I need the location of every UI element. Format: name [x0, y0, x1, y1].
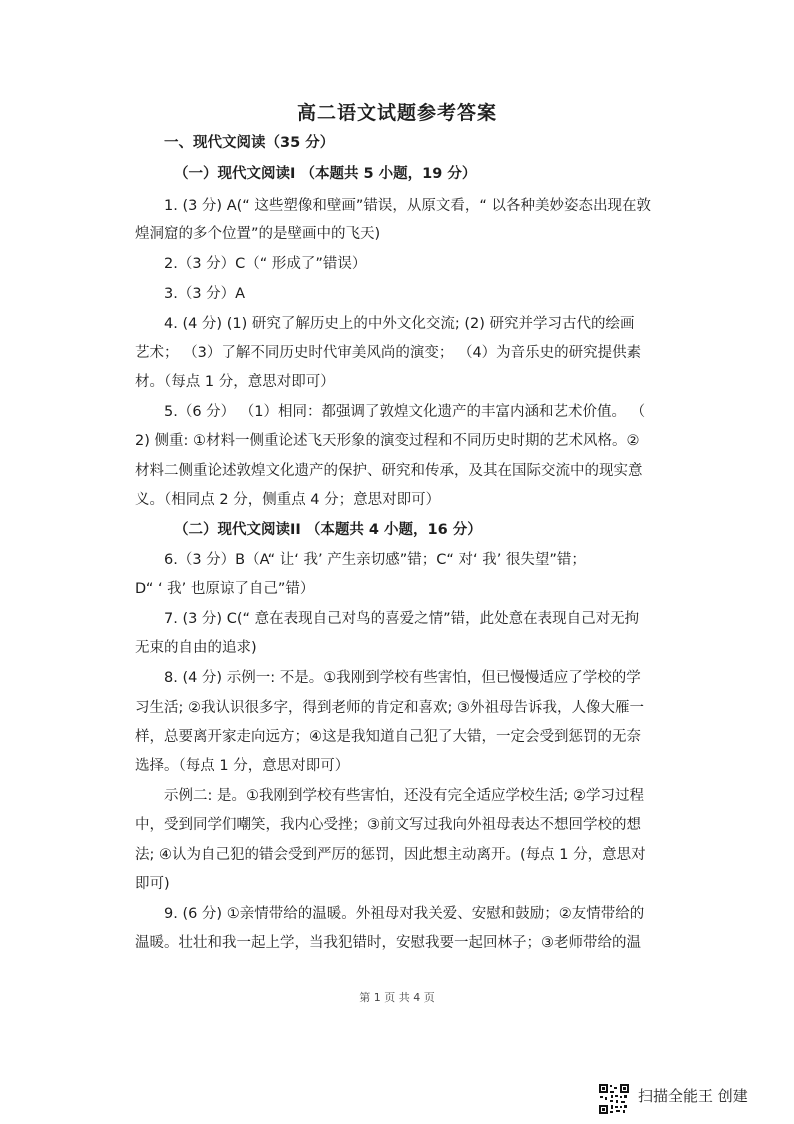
answer-line: 无束的自由的追求): [135, 640, 257, 656]
answer-line: 煌洞窟的多个位置”的是壁画中的飞天): [135, 226, 381, 242]
answer-line: 义。（相同点 2 分，侧重点 4 分；意思对即可）: [135, 492, 441, 508]
qr-code-icon: [598, 1083, 630, 1115]
subsection-heading: （二）现代文阅读II （本题共 4 小题，16 分）: [174, 522, 482, 538]
answer-line: 3.（3 分）A: [164, 286, 246, 302]
answer-line: 即可): [135, 876, 170, 892]
answer-line: 5.（6 分） （1）相同：都强调了敦煌文化遗产的丰富内涵和艺术价值。 （: [164, 404, 646, 420]
page-title: 高二语文试题参考答案: [296, 102, 497, 124]
answer-line: 7. (3 分) C(“ 意在表现自己对鸟的喜爱之情”错，此处意在表现自己对无拘: [164, 611, 640, 627]
answer-line: 材料二侧重论述敦煌文化遗产的保护、研究和传承，及其在国际交流中的现实意: [135, 463, 643, 479]
answer-line: 2.（3 分）C（“ 形成了”错误）: [164, 256, 367, 272]
section-heading: 一、现代文阅读（35 分）: [164, 135, 335, 151]
answer-line: 1. (3 分) A(“ 这些塑像和壁画”错误，从原文看，“ 以各种美妙姿态出现在敦: [164, 198, 652, 214]
answer-line: 示例二: 是。①我刚到学校有些害怕，还没有完全适应学校生活; ②学习过程: [164, 788, 644, 804]
answer-line: D“ ‘ 我’ 也原谅了自己”错）: [135, 581, 315, 597]
answer-line: 艺术； （3）了解不同历史时代审美风尚的演变； （4）为音乐史的研究提供素: [135, 345, 642, 361]
answer-line: 6.（3 分）B（A“ 让‘ 我’ 产生亲切感”错；C“ 对‘ 我’ 很失望”错；: [164, 552, 586, 568]
scanner-watermark-label: 扫描全能王 创建: [638, 1087, 748, 1105]
answer-line: 4. (4 分) (1) 研究了解历史上的中外文化交流; (2) 研究并学习古代的绘画: [164, 316, 635, 332]
answer-line: 9. (6 分) ①亲情带给的温暖。外祖母对我关爱、安慰和鼓励；②友情带给的: [164, 906, 645, 922]
page-footer: 第 1 页 共 4 页: [359, 991, 435, 1004]
answer-line: 法; ④认为自己犯的错会受到严厉的惩罚，因此想主动离开。(每点 1 分，意思对: [135, 847, 646, 863]
subsection-heading: （一）现代文阅读I （本题共 5 小题，19 分）: [174, 166, 477, 182]
answer-line: 8. (4 分) 示例一: 不是。①我刚到学校有些害怕，但已慢慢适应了学校的学: [164, 670, 641, 686]
answer-line: 2) 侧重: ①材料一侧重论述飞天形象的演变过程和不同历史时期的艺术风格。②: [135, 433, 640, 449]
answer-line: 习生活; ②我认识很多字，得到老师的肯定和喜欢; ③外祖母告诉我，人像大雁一: [135, 700, 644, 716]
answer-line: 温暖。壮壮和我一起上学，当我犯错时，安慰我要一起回林子；③老师带给的温: [135, 935, 641, 951]
answer-line: 样，总要离开家走向远方；④这是我知道自己犯了大错，一定会受到惩罚的无奈: [135, 729, 641, 745]
answer-line: 选择。（每点 1 分，意思对即可）: [135, 758, 350, 774]
answer-line: 中，受到同学们嘲笑，我内心受挫；③前文写过我向外祖母表达不想回学校的想: [135, 817, 641, 833]
answer-line: 材。（每点 1 分，意思对即可）: [135, 374, 335, 390]
